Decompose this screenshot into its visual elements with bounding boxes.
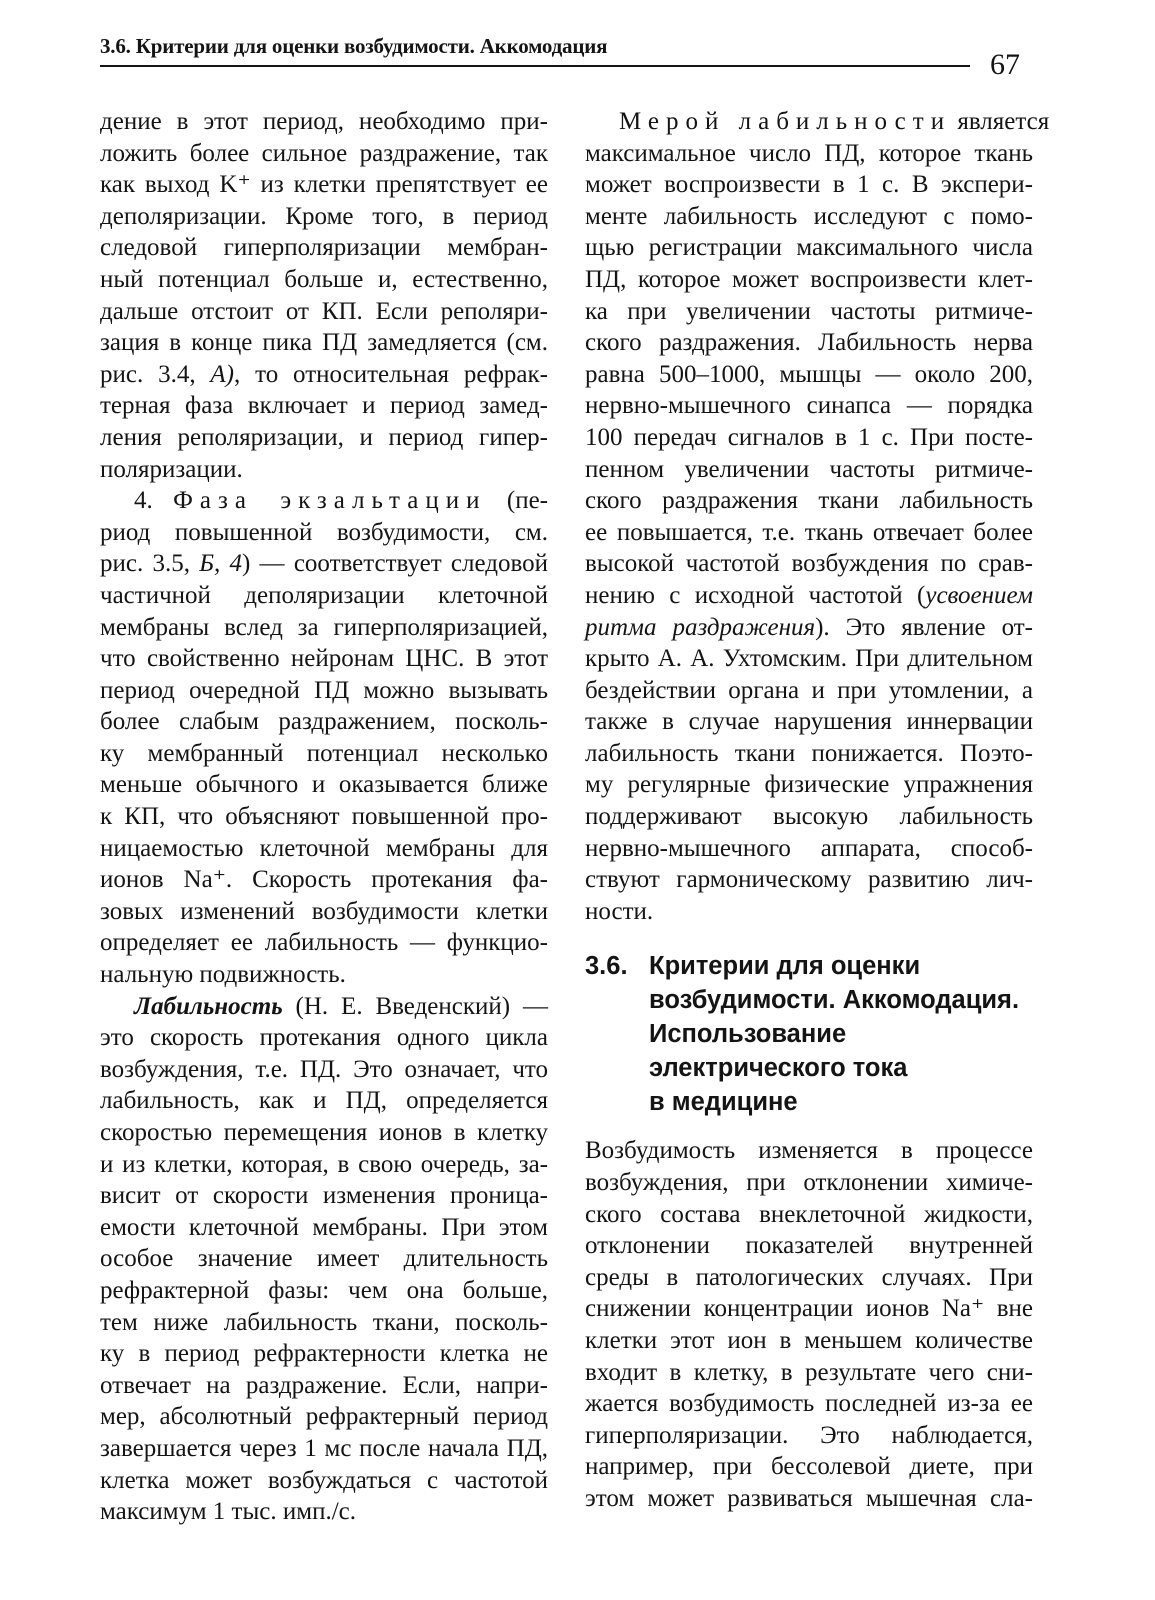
text-line: тем ниже лабильность ткани, посколь- — [100, 1308, 548, 1336]
text-line: максимум 1 тыс. имп./с. — [100, 1498, 356, 1526]
section-number: 3.6. — [585, 952, 628, 981]
text-line: риод повышенной возбудимости, см. — [100, 518, 548, 546]
text-line: лабильность ткани понижается. Поэто- — [585, 739, 1033, 767]
text-line: рис. 3.4, А), то относительная рефрак- — [100, 360, 548, 388]
left-column — [100, 106, 548, 1528]
text-line: нервно-мышечного синапса — порядка — [585, 392, 1033, 420]
text-line: щью регистрации максимального числа — [585, 234, 1033, 262]
section-title-line: Критерии для оценки — [649, 952, 921, 981]
text-line: отвечает на раздражение. Если, напри- — [100, 1371, 548, 1399]
header-rule — [100, 65, 970, 67]
text-line-lability-measure: Мерой лабильности является — [619, 108, 1050, 135]
text-line: дальше отстоит от КП. Если реполяри- — [100, 297, 548, 325]
text-line: му регулярные физические упражнения — [585, 771, 1033, 799]
text-line: что свойственно нейронам ЦНС. В этот — [100, 645, 548, 673]
text-line: к КП, что объясняют повышенной про- — [100, 803, 548, 831]
text-line: ского раздражения. Лабильность нерва — [585, 329, 1033, 357]
text-line: равна 500–1000, мышцы — около 200, — [585, 360, 1033, 388]
text-line: частичной деполяризации клеточной — [100, 581, 548, 609]
text-line: зация в конце пика ПД замедляется (см. — [100, 329, 548, 357]
text-line: ности. — [585, 897, 654, 925]
text-line: пенном увеличении частоты ритмиче- — [585, 455, 1033, 483]
text-line: снижении концентрации ионов Na⁺ вне — [585, 1295, 1033, 1323]
text-line: клетки этот ион в меньшем количестве — [585, 1327, 1033, 1354]
text-line: рефрактерной фазы: чем она больше, — [100, 1276, 548, 1304]
text-line: меньше обычного и оказывается ближе — [100, 771, 548, 799]
text-line: определяет ее лабильность — функцио- — [100, 929, 548, 957]
text-line: период очередной ПД можно вызывать — [100, 676, 548, 704]
section-title-line: Использование — [649, 1020, 847, 1049]
text-line: ионов Na⁺. Скорость протекания фа- — [100, 866, 548, 894]
text-line: может воспроизвести в 1 с. В экспери- — [585, 171, 1033, 199]
text-line: ницаемостью клеточной мембраны для — [100, 834, 548, 862]
text-line: ку в период рефрактерности клетка не — [100, 1340, 548, 1368]
text-line: входит в клетку, в результате чего сни- — [585, 1358, 1033, 1386]
text-line-phase-heading: 4. Фаза экзальтации (пе- — [134, 487, 548, 515]
text-line: максимальное число ПД, которое ткань — [585, 139, 1033, 167]
text-line: ствуют гармоническому развитию лич- — [585, 866, 1033, 894]
page-number: 67 — [990, 48, 1020, 81]
text-line: емости клеточной мембраны. При этом — [100, 1213, 548, 1241]
section-title-line: возбудимости. Аккомодация. — [649, 986, 1020, 1015]
right-column — [585, 106, 1050, 1515]
text-line: высокой частотой возбуждения по срав- — [585, 550, 1033, 578]
text-line: ка при увеличении частоты ритмиче- — [585, 297, 1033, 325]
text-line: это скорость протекания одного цикла — [100, 1024, 548, 1052]
section-title-line: электрического тока — [649, 1054, 908, 1083]
text-line: поддерживают высокую лабильность — [585, 803, 1033, 831]
text-line: поляризации. — [100, 455, 243, 483]
running-head: 3.6. Критерии для оценки возбудимости. Аккомодация — [100, 34, 608, 58]
section-title-line: в медицине — [649, 1088, 798, 1117]
text-line: гиперполяризации. Это наблюдается, — [585, 1421, 1033, 1449]
text-line: также в случае нарушения иннервации — [585, 708, 1033, 736]
text-line: менте лабильность исследуют с помо- — [585, 202, 1033, 230]
text-line: например, при бессолевой диете, при — [585, 1453, 1033, 1481]
text-line: более слабым раздражением, посколь- — [100, 708, 548, 736]
text-line: ный потенциал больше и, естественно, — [100, 265, 548, 293]
text-line: ложить более сильное раздражение, так — [100, 139, 548, 167]
text-line: мер, абсолютный рефрактерный период — [100, 1403, 548, 1431]
text-line: среды в патологических случаях. При — [585, 1263, 1033, 1291]
text-line: бездействии органа и при утомлении, а — [585, 676, 1033, 704]
text-line: нальную подвижность. — [100, 961, 346, 989]
text-line: 100 передач сигналов в 1 с. При посте- — [585, 423, 1033, 451]
text-line: и из клетки, которая, в свою очередь, за- — [100, 1150, 548, 1178]
text-line: Возбудимость изменяется в процессе — [585, 1137, 1033, 1165]
text-line: висит от скорости изменения проница- — [100, 1182, 548, 1210]
text-line: возбуждения, при отклонении химиче- — [585, 1169, 1033, 1197]
text-line: зовых изменений возбудимости клетки — [100, 897, 548, 925]
text-line: крыто А. А. Ухтомским. При длительном — [585, 645, 1033, 673]
text-line: терная фаза включает и период замед- — [100, 392, 548, 420]
text-line: рис. 3.5, Б, 4) — соответствует следовой — [100, 550, 548, 578]
text-line: скоростью перемещения ионов в клетку — [100, 1119, 548, 1146]
text-line-lability-definition: Лабильность (Н. Е. Введенский) — — [134, 992, 548, 1020]
text-line: ского раздражения ткани лабильность — [585, 487, 1033, 515]
text-line: мембраны вслед за гиперполяризацией, — [100, 613, 548, 641]
text-line: лабильность, как и ПД, определяется — [100, 1087, 548, 1115]
text-line: ее повышается, т.е. ткань отвечает более — [585, 518, 1033, 546]
text-line: ритма раздражения). Это явление от- — [585, 613, 1033, 641]
text-line: отклонении показателей внутренней — [585, 1232, 1033, 1260]
text-line: завершается через 1 мс после начала ПД, — [100, 1434, 548, 1462]
text-line: клетка может возбуждаться с частотой — [100, 1466, 548, 1494]
text-line: ПД, которое может воспроизвести клет- — [585, 265, 1033, 293]
text-line: нервно-мышечного аппарата, способ- — [585, 834, 1033, 862]
text-line: следовой гиперполяризации мембран- — [100, 234, 548, 262]
text-line: нению с исходной частотой (усвоением — [585, 581, 1033, 609]
text-line: деполяризации. Кроме того, в период — [100, 202, 548, 230]
text-line: ку мембранный потенциал несколько — [100, 739, 548, 767]
section-heading — [585, 949, 1033, 1119]
text-line: дение в этот период, необходимо при- — [100, 108, 548, 135]
text-line: ского состава внеклеточной жидкости, — [585, 1200, 1033, 1228]
text-line: как выход K⁺ из клетки препятствует ее — [100, 171, 548, 199]
text-line: особое значение имеет длительность — [100, 1245, 548, 1273]
text-line: этом может развиваться мышечная сла- — [585, 1484, 1033, 1512]
text-line: жается возбудимость последней из-за ее — [585, 1390, 1033, 1418]
text-line: возбуждения, т.е. ПД. Это означает, что — [100, 1055, 548, 1083]
text-line: ления реполяризации, и период гипер- — [100, 423, 548, 451]
